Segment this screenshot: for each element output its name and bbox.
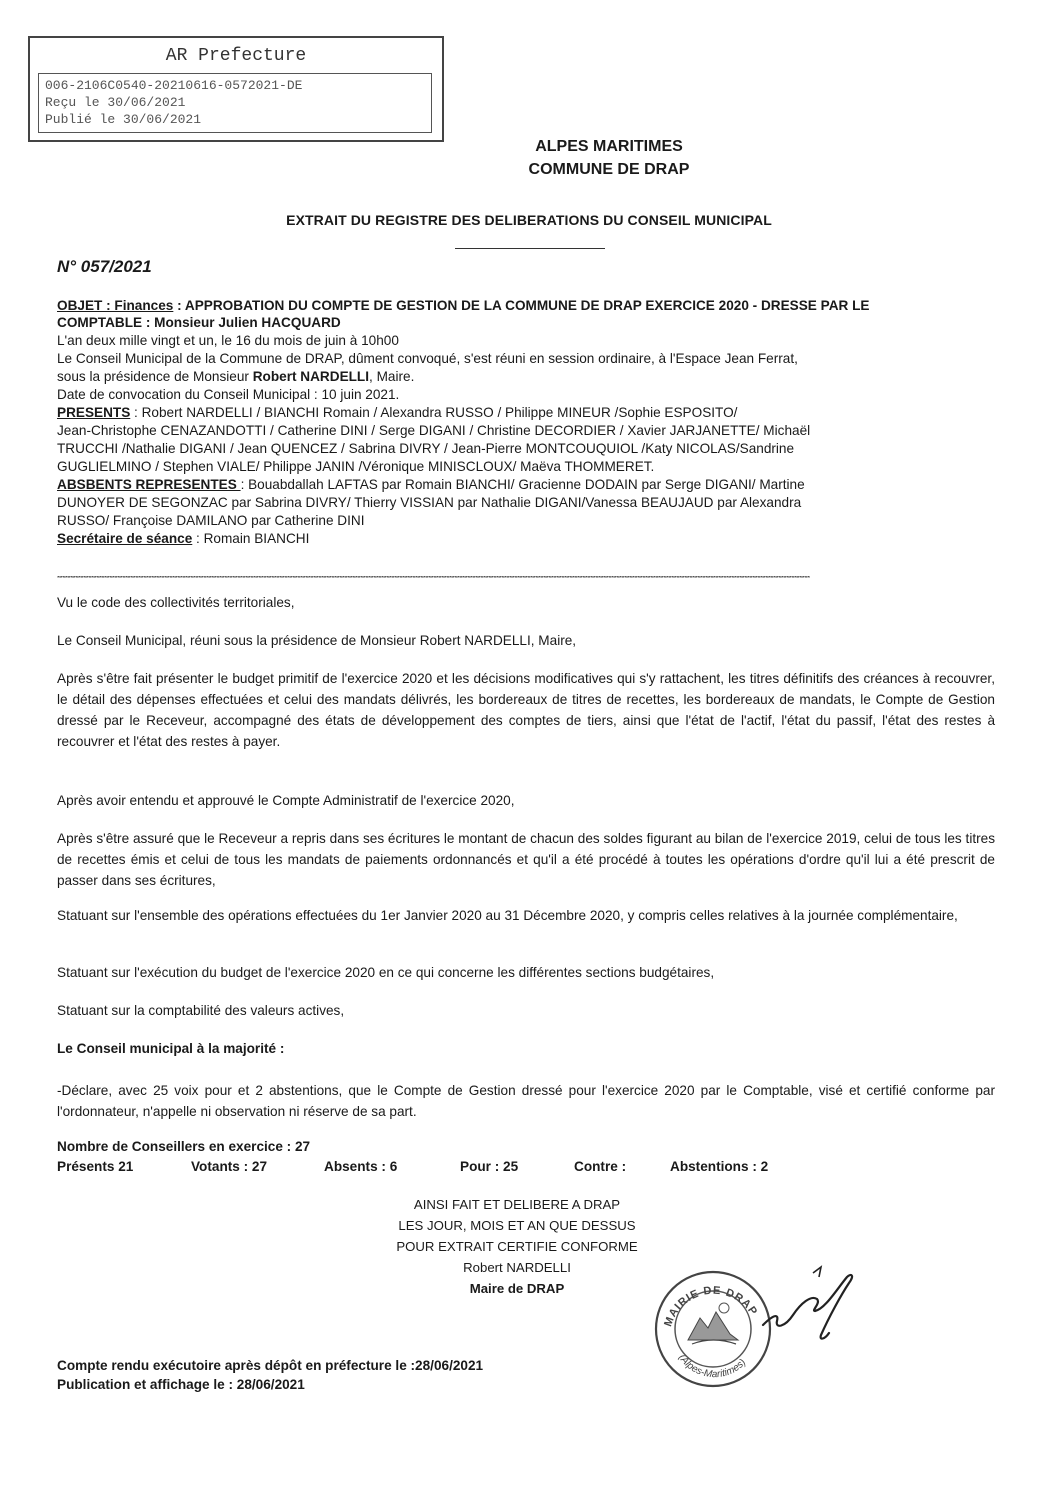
- paragraph-receiver: Après s'être assuré que le Receveur a repris dans ses écritures le montant de chacun des soldes figurant au bilan de l'exercice 2019, celui de tous les titres de recettes émis et celui de tous les mandats de paiements ordonnancés et qu'il a été procédé à toutes les opérations d'ordre qu'il lui a été prescrit de passer dans ses écritures,: [57, 831, 995, 888]
- vote-absents: Absents : 6: [324, 1159, 398, 1174]
- object-line-1: [57, 297, 869, 314]
- presidency-text: sous la présidence de Monsieur: [57, 369, 253, 384]
- footer-executory: Compte rendu exécutoire après dépôt en préfecture le :28/06/2021: [57, 1358, 484, 1373]
- meeting-convocation: Le Conseil Municipal de la Commune de DRAP, dûment convoqué, s'est réuni en session ordinaire, à l'Espace Jean Ferrat,: [57, 351, 798, 366]
- absents-text-1: : Bouabdallah LAFTAS par Romain BIANCHI/ Gracienne DODAIN par Serge DIGANI/ Martine: [240, 477, 805, 492]
- seal-bottom-text: (Alpes-Maritimes): [676, 1352, 749, 1381]
- object-label: OBJET : Finances: [57, 298, 174, 313]
- vote-abstentions: Abstentions : 2: [670, 1159, 769, 1174]
- vote-pour: Pour : 25: [460, 1159, 519, 1174]
- secretary-label: Secrétaire de séance: [57, 531, 193, 546]
- stamp-received-date: Reçu le 30/06/2021: [45, 95, 186, 110]
- secretary-line: [57, 530, 309, 547]
- paragraph-values: Statuant sur la comptabilité des valeurs actives,: [57, 1003, 345, 1018]
- stamp-title: AR Prefecture: [165, 46, 307, 66]
- title-divider: [455, 248, 605, 249]
- signature-line-1: AINSI FAIT ET DELIBERE A DRAP: [413, 1197, 621, 1212]
- vote-presents: Présents 21: [57, 1159, 134, 1174]
- region-heading: ALPES MARITIMES: [535, 138, 683, 155]
- handwritten-signature-icon: [755, 1255, 865, 1350]
- secretary-name: : Romain BIANCHI: [192, 531, 310, 546]
- vote-total: Nombre de Conseillers en exercice : 27: [57, 1139, 311, 1154]
- presidency-end: , Maire.: [369, 369, 415, 384]
- presents-label: PRESENTS: [57, 405, 131, 420]
- absents-line-2: DUNOYER DE SEGONZAC par Sabrina DIVRY/ Thierry VISSIAN par Nathalie DIGANI/Vanessa BEAUJAUD par Alexandra: [57, 495, 802, 510]
- presents-line-1: [57, 404, 737, 421]
- meeting-date: L'an deux mille vingt et un, le 16 du mois de juin à 10h00: [57, 333, 399, 348]
- presents-line-4: GUGLIELMINO / Stephen VIALE/ Philippe JANIN /Véronique MINISCLOUX/ Maëva THOMMERET.: [57, 459, 655, 474]
- deliberation-number: N° 057/2021: [57, 257, 152, 276]
- vote-votants: Votants : 27: [191, 1159, 268, 1174]
- stamp-published-date: Publié le 30/06/2021: [45, 112, 202, 127]
- stamp-reference: 006-2106C0540-20210616-0572021-DE: [45, 78, 303, 93]
- paragraph-code: Vu le code des collectivités territoriales,: [57, 595, 295, 610]
- paragraph-operations: Statuant sur l'ensemble des opérations effectuées du 1er Janvier 2020 au 31 Décembre 2020, y compris celles relatives à la journée complémentaire,: [57, 908, 958, 923]
- presents-line-3: TRUCCHI /Nathalie DIGANI / Jean QUENCEZ / Sabrina DIVRY / Jean-Pierre MONTCOUQUIOL /Katy NICOLAS/Sandrine: [57, 441, 795, 456]
- object-text-1: : APPROBATION DU COMPTE DE GESTION DE LA COMMUNE DE DRAP EXERCICE 2020 - DRESSE PAR LE: [173, 298, 870, 313]
- convocation-date: Date de convocation du Conseil Municipal : 10 juin 2021.: [57, 387, 400, 402]
- asterisk-separator: ************************************************************************************************************************************************************************************************************************************************************************************************: [57, 576, 810, 582]
- stamp-details: [38, 73, 432, 133]
- prefecture-stamp: [28, 36, 444, 142]
- absents-label: ABSBENTS REPRESENTES: [57, 477, 241, 492]
- paragraph-council: Le Conseil Municipal, réuni sous la présidence de Monsieur Robert NARDELLI, Maire,: [57, 633, 577, 648]
- footer-publication: Publication et affichage le : 28/06/2021: [57, 1377, 305, 1392]
- meeting-presidency: [57, 368, 414, 385]
- commune-heading: COMMUNE DE DRAP: [528, 161, 690, 178]
- object-text-2: COMPTABLE : Monsieur Julien HACQUARD: [57, 315, 341, 330]
- vote-contre: Contre :: [574, 1159, 627, 1174]
- signature-title: Maire de DRAP: [469, 1281, 565, 1296]
- presents-line-2: Jean-Christophe CENAZANDOTTI / Catherine DINI / Serge DIGANI / Christine DECORDIER / Xavier JARJANETTE/ Michaël: [57, 423, 811, 438]
- paragraph-budget: Après s'être fait présenter le budget primitif de l'exercice 2020 et les décisions modificatives qui s'y rattachent, les titres définitifs des créances à recouvrer, le détail des dépenses effectuées et celui des mandats délivrés, les bordereaux de titres de recettes, les bordereaux de mandats, le Compte de Gestion dressé par le Receveur, accompagné des états de développement des comptes de tiers, ainsi que l'état de l'actif, l'état du passif, l'état des restes à recouvrer et l'état des restes à payer.: [57, 671, 995, 749]
- paragraph-execution: Statuant sur l'exécution du budget de l'exercice 2020 en ce qui concerne les différentes sections budgétaires,: [57, 965, 715, 980]
- presents-text-1: : Robert NARDELLI / BIANCHI Romain / Alexandra RUSSO / Philippe MINEUR /Sophie ESPOSITO/: [130, 405, 738, 420]
- signature-name: Robert NARDELLI: [463, 1260, 571, 1275]
- absents-line-1: [57, 476, 805, 493]
- absents-line-3: RUSSO/ Françoise DAMILANO par Catherine DINI: [57, 513, 365, 528]
- extract-title: EXTRAIT DU REGISTRE DES DELIBERATIONS DU CONSEIL MUNICIPAL: [286, 212, 772, 228]
- mayor-name: Robert NARDELLI: [252, 369, 370, 384]
- signature-line-3: POUR EXTRAIT CERTIFIE CONFORME: [396, 1239, 638, 1254]
- paragraph-declaration: -Déclare, avec 25 voix pour et 2 abstentions, que le Compte de Gestion dressé pour l'exercice 2020 par le Comptable, visé et certifié conforme par l'ordonnateur, n'appelle ni observation ni réserve de sa part.: [57, 1083, 995, 1119]
- signature-line-2: LES JOUR, MOIS ET AN QUE DESSUS: [398, 1218, 636, 1233]
- seal-top-text: MAIRIE DE DRAP: [662, 1284, 760, 1329]
- paragraph-account: Après avoir entendu et approuvé le Compte Administratif de l'exercice 2020,: [57, 793, 515, 808]
- paragraph-majority: Le Conseil municipal à la majorité :: [57, 1041, 285, 1056]
